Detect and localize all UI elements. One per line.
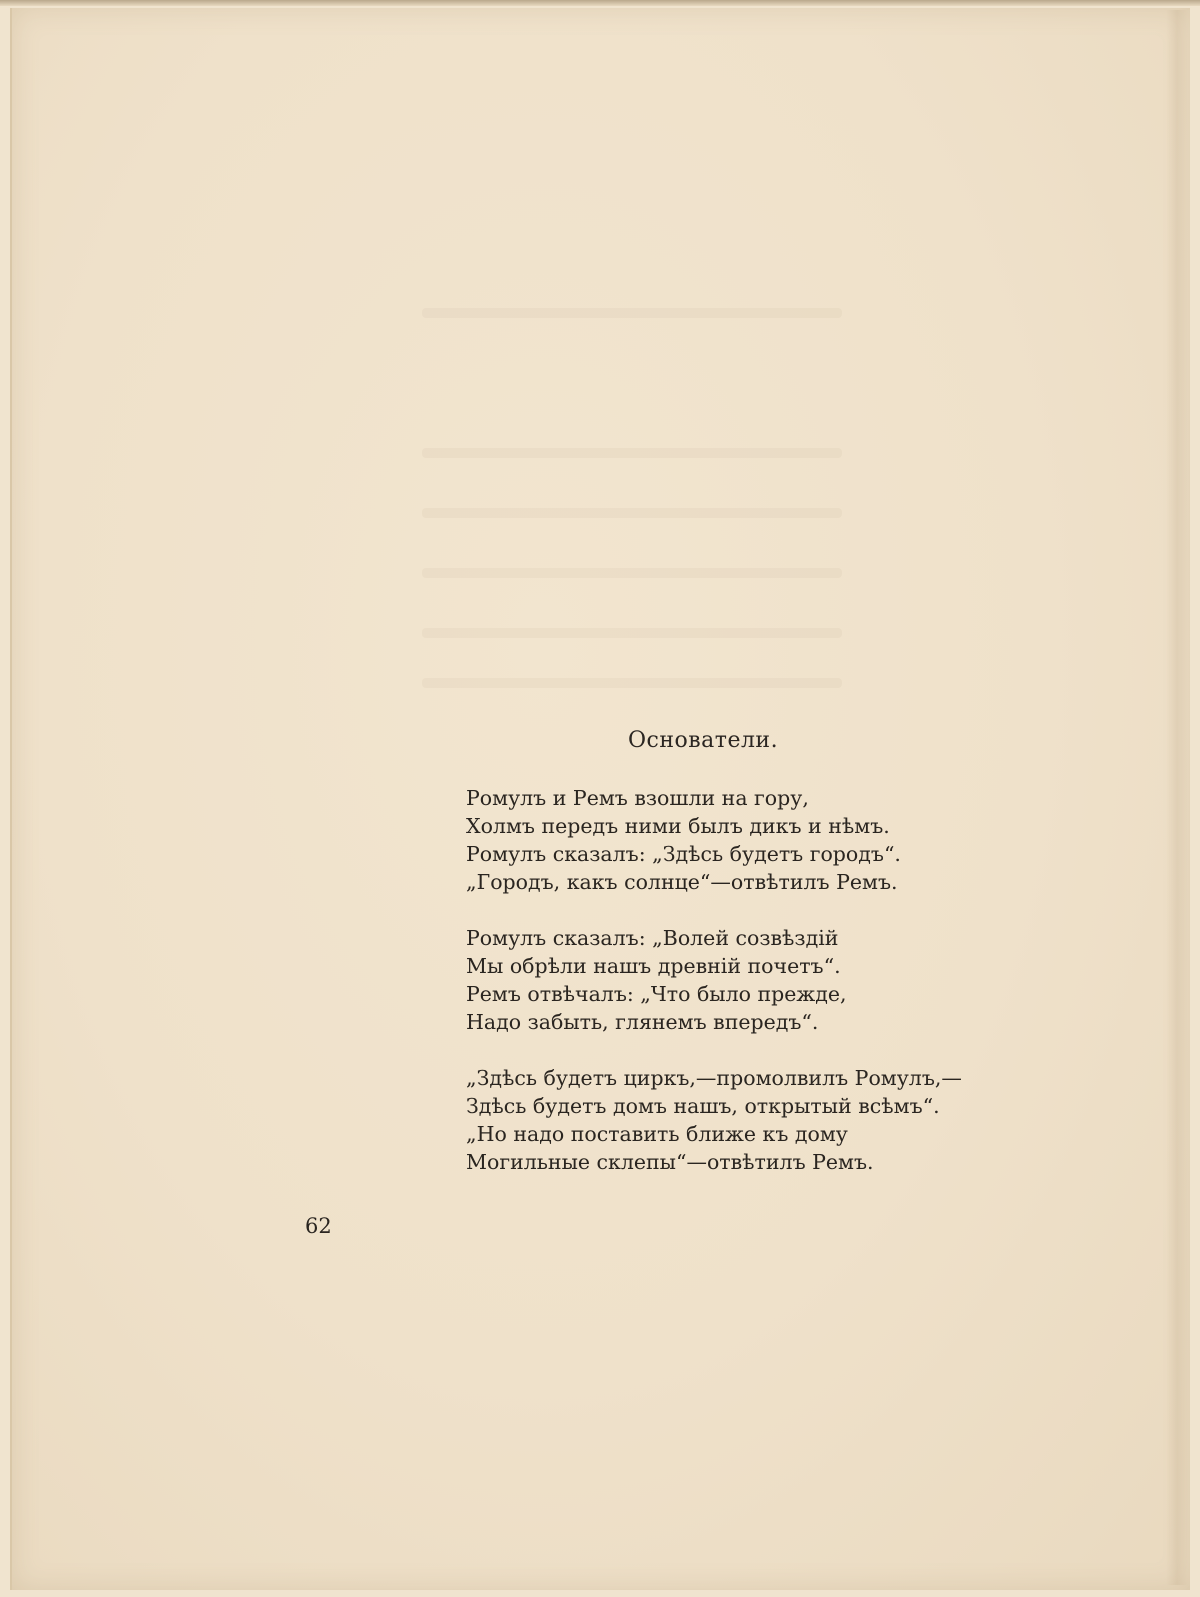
poem-line: Холмъ передъ ними былъ дикъ и нѣмъ. [466,814,890,838]
bleed-through-shadow [422,628,842,638]
page-top-edge [0,0,1200,6]
page-number: 62 [305,1214,332,1238]
bleed-through-shadow [422,308,842,318]
bleed-through-shadow [422,678,842,688]
poem-line: Здѣсь будетъ домъ нашъ, открытый всѣмъ“. [466,1094,940,1118]
poem-line: „Но надо поставить ближе къ дому [466,1122,848,1146]
poem-line: Могильные склепы“—отвѣтилъ Ремъ. [466,1150,874,1174]
bleed-through-shadow [422,568,842,578]
bleed-through-shadow [422,448,842,458]
stanza-2 [466,924,847,1036]
stanza-1 [466,784,901,896]
poem-line: Надо забыть, глянемъ впередъ“. [466,1010,819,1034]
poem-line: „Здѣсь будетъ циркъ,—промолвилъ Ромулъ,— [466,1066,962,1090]
poem-line: Ромулъ сказалъ: „Волей созвѣздій [466,926,839,950]
poem-title: Основатели. [628,728,779,753]
bleed-through-shadow [422,508,842,518]
poem-line: Мы обрѣли нашъ древній почетъ“. [466,954,841,978]
stanza-3 [466,1064,962,1176]
page-fold-shadow [1166,10,1188,1585]
poem-line: Ромулъ сказалъ: „Здѣсь будетъ городъ“. [466,842,901,866]
poem-line: Ромулъ и Ремъ взошли на гору, [466,786,809,810]
poem-line: „Городъ, какъ солнце“—отвѣтилъ Ремъ. [466,870,898,894]
poem-line: Ремъ отвѣчалъ: „Что было прежде, [466,982,847,1006]
